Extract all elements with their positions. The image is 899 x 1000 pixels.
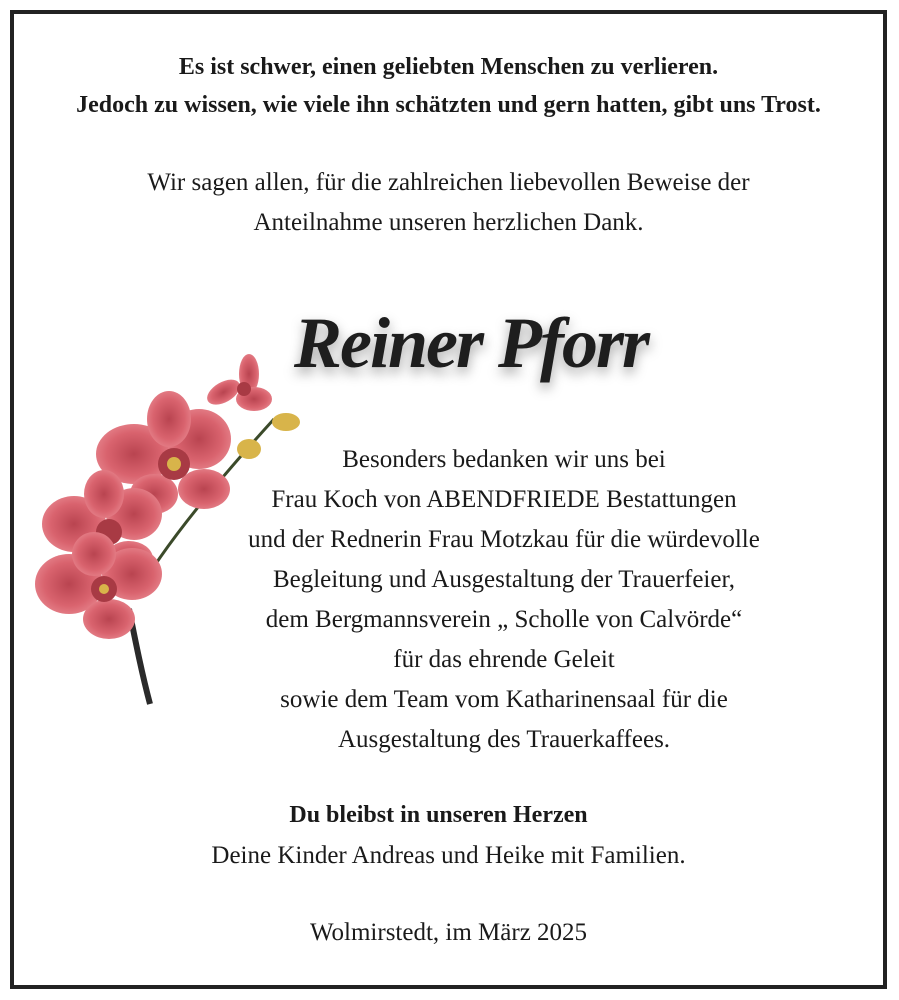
header-line-2: Jedoch zu wissen, wie viele ihn schätzten und gern hatten, gibt uns Trost. xyxy=(76,92,821,118)
thanks-line-1: Wir sagen allen, für die zahlreichen liebevollen Beweise der xyxy=(147,169,750,196)
header-line-1: Es ist schwer, einen geliebten Menschen zu verlieren. xyxy=(178,54,719,80)
thanks-line-2: Anteilnahme unseren herzlichen Dank. xyxy=(253,209,644,236)
special-thanks-line-2: Frau Koch von ABENDFRIEDE Bestattungen xyxy=(271,486,737,513)
special-thanks-line-8: Ausgestaltung des Trauerkaffees. xyxy=(337,726,671,753)
special-thanks-line-1: Besonders bedanken wir uns bei xyxy=(342,446,666,473)
special-thanks-line-3: und der Rednerin Frau Motzkau für die würdevolle xyxy=(248,526,760,553)
place-date: Wolmirstedt, im März 2025 xyxy=(309,919,588,946)
closing-heading: Du bleibst in unseren Herzen xyxy=(289,802,588,828)
deceased-name: Reiner Pforr xyxy=(294,303,648,383)
special-thanks-line-6: für das ehrende Geleit xyxy=(393,646,615,673)
special-thanks-line-7: sowie dem Team vom Katharinensaal für die xyxy=(280,686,728,713)
closing-family: Deine Kinder Andreas und Heike mit Familien. xyxy=(211,842,686,869)
obituary-card xyxy=(10,10,887,989)
special-thanks-line-5: dem Bergmannsverein „ Scholle von Calvörde“ xyxy=(265,606,743,633)
special-thanks-line-4: Begleitung und Ausgestaltung der Trauerfeier, xyxy=(272,566,736,593)
